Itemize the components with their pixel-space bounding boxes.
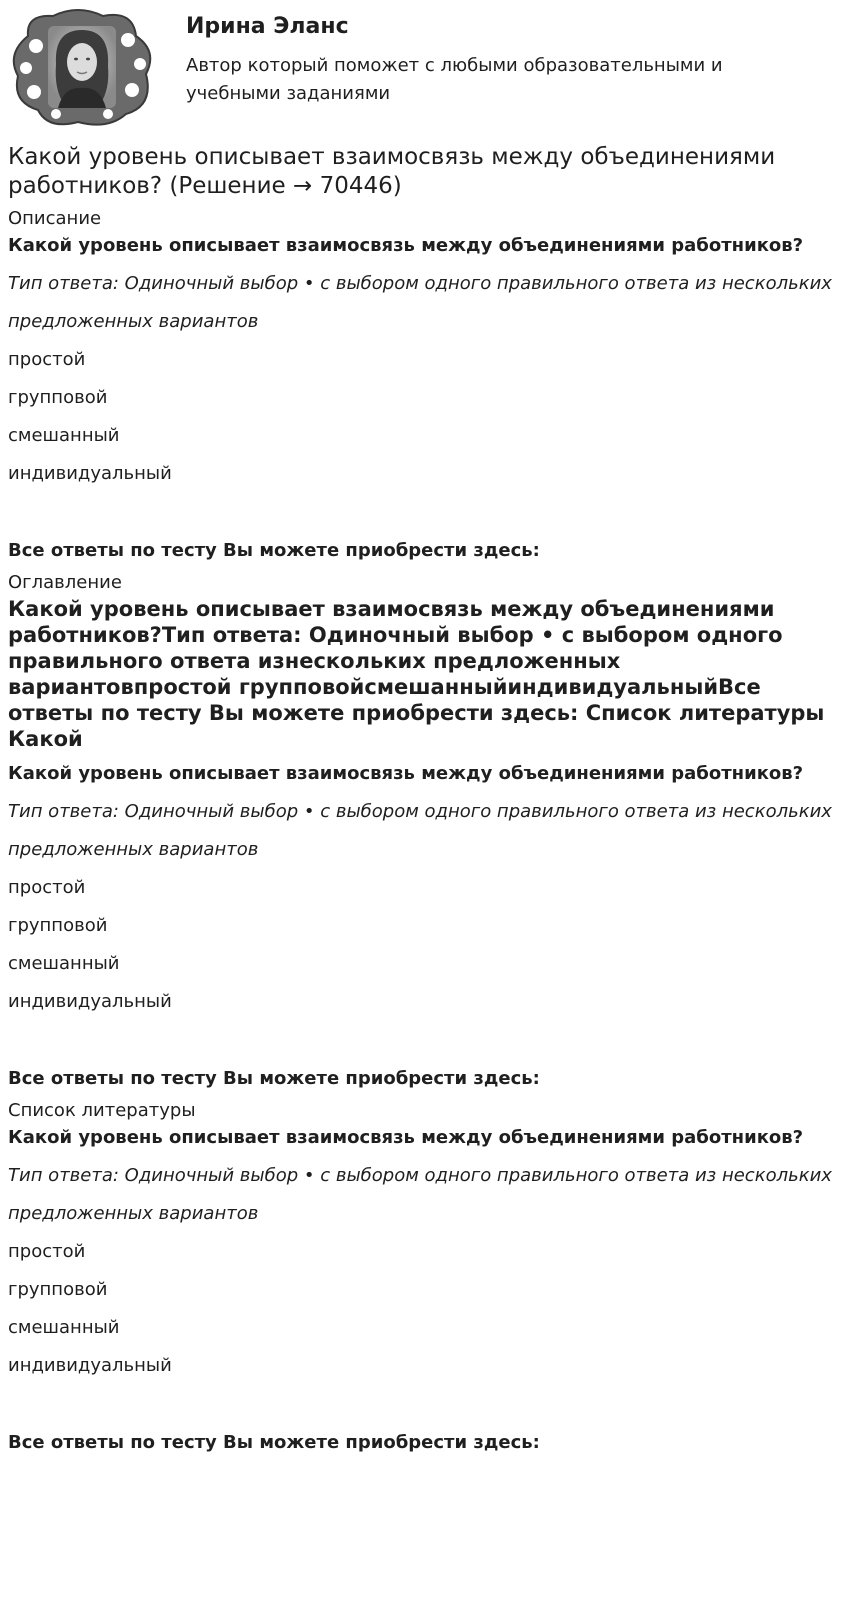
page-title: Какой уровень описывает взаимосвязь между объединениями работников? (Решение → 70446) bbox=[8, 144, 776, 199]
option-item: смешанный bbox=[8, 1317, 120, 1338]
section-label: Список литературы bbox=[8, 1100, 196, 1121]
option-list bbox=[8, 869, 838, 1021]
section-references bbox=[8, 1098, 838, 1457]
author-description: Автор который поможет с любыми образовательными и учебными заданиями bbox=[186, 55, 723, 104]
option-list bbox=[8, 341, 838, 493]
buy-note: Все ответы по тесту Вы можете приобрести здесь: bbox=[8, 1068, 540, 1089]
answer-type: Тип ответа: Одиночный выбор • с выбором одного правильного ответа из нескольких предложенных вариантов bbox=[8, 801, 832, 860]
option-item: групповой bbox=[8, 1279, 108, 1300]
question-text: Какой уровень описывает взаимосвязь между объединениями работников? bbox=[8, 235, 804, 256]
author-avatar[interactable] bbox=[8, 6, 158, 128]
option-item: смешанный bbox=[8, 425, 120, 446]
contents-summary: Какой уровень описывает взаимосвязь между объединениями работников?Тип ответа: Одиночный выбор • с выбором одного правильного ответа изнескольких предложенных вариантовпростой групповойсмешанныйиндивидуальныйВсе ответы по тесту Вы можете приобрести здесь: Список литературы Какой bbox=[8, 597, 825, 751]
film-reel-photo-frame-icon bbox=[8, 6, 158, 128]
buy-note: Все ответы по тесту Вы можете приобрести здесь: bbox=[8, 1432, 540, 1453]
option-item: групповой bbox=[8, 915, 108, 936]
buy-note: Все ответы по тесту Вы можете приобрести здесь: bbox=[8, 540, 540, 561]
author-name[interactable]: Ирина Эланс bbox=[186, 14, 349, 39]
answer-type: Тип ответа: Одиночный выбор • с выбором одного правильного ответа из нескольких предложенных вариантов bbox=[8, 1165, 832, 1224]
option-item: смешанный bbox=[8, 953, 120, 974]
article bbox=[8, 143, 838, 1457]
section-contents bbox=[8, 570, 838, 1093]
option-item: простой bbox=[8, 349, 86, 370]
option-item: групповой bbox=[8, 387, 108, 408]
option-list bbox=[8, 1233, 838, 1385]
question-text: Какой уровень описывает взаимосвязь между объединениями работников? bbox=[8, 763, 804, 784]
section-description bbox=[8, 206, 838, 565]
question-text: Какой уровень описывает взаимосвязь между объединениями работников? bbox=[8, 1127, 804, 1148]
option-item: простой bbox=[8, 877, 86, 898]
option-item: индивидуальный bbox=[8, 463, 172, 484]
option-item: индивидуальный bbox=[8, 1355, 172, 1376]
option-item: простой bbox=[8, 1241, 86, 1262]
option-item: индивидуальный bbox=[8, 991, 172, 1012]
section-label: Описание bbox=[8, 208, 102, 229]
answer-type: Тип ответа: Одиночный выбор • с выбором одного правильного ответа из нескольких предложенных вариантов bbox=[8, 273, 832, 332]
author-card bbox=[8, 6, 838, 126]
section-label: Оглавление bbox=[8, 572, 122, 593]
